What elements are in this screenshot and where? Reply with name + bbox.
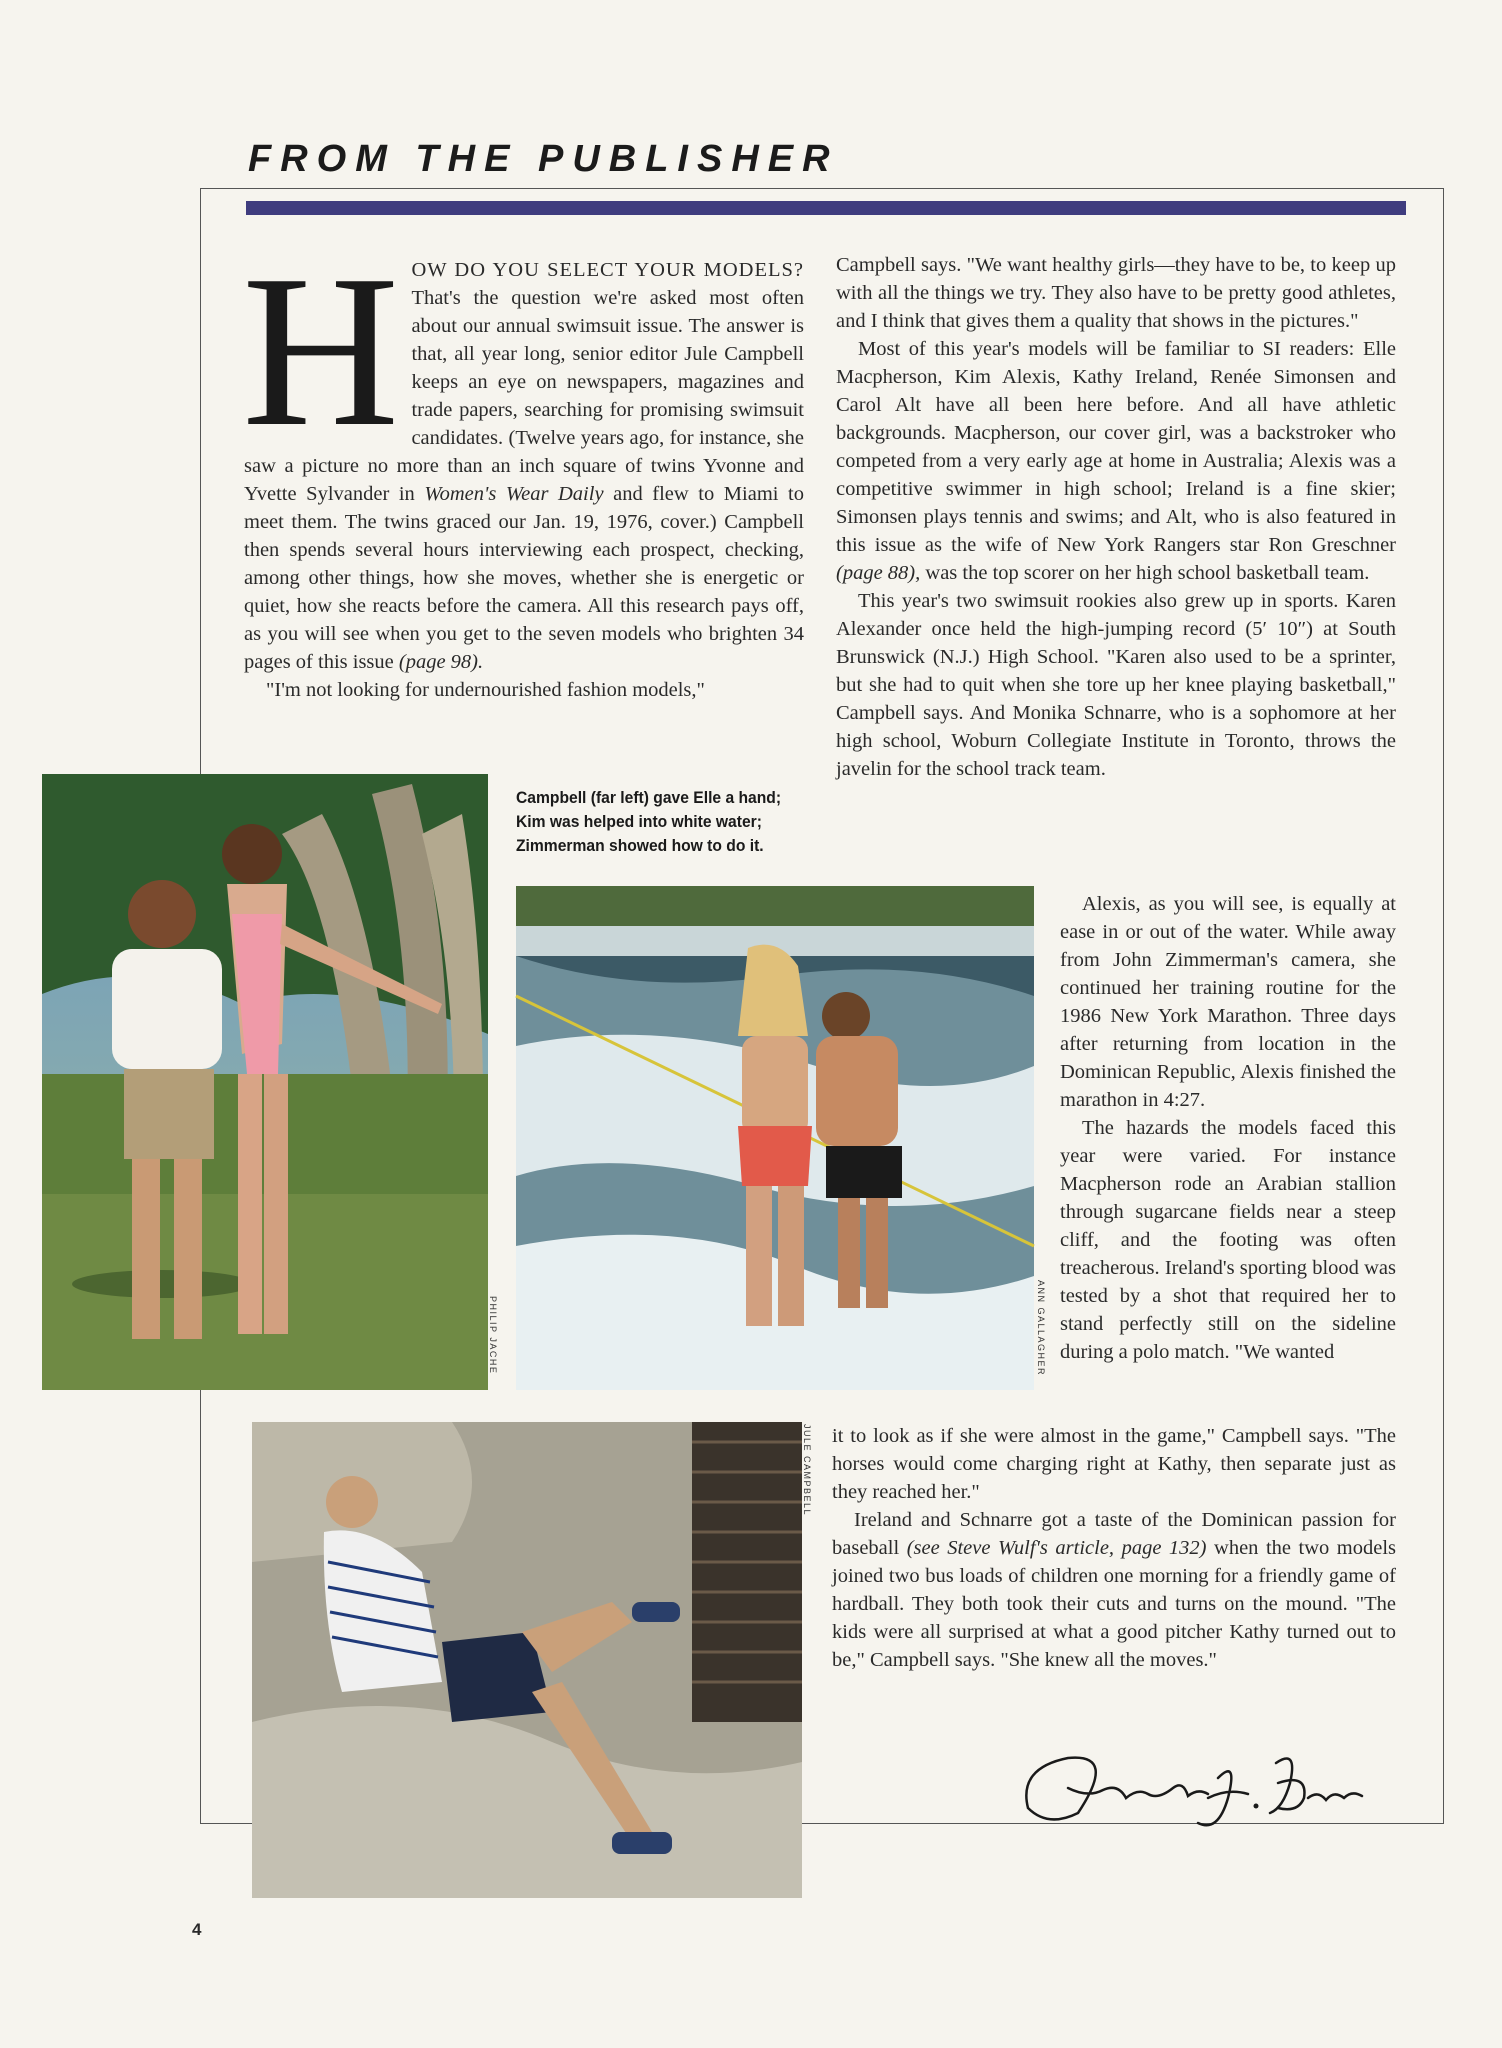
- right-column: [836, 251, 1396, 780]
- title-rule-bar: [246, 201, 1406, 215]
- narrow-column: [1060, 890, 1396, 1366]
- page-number: 4: [192, 1920, 202, 1939]
- signature-image: [1008, 1728, 1368, 1838]
- paragraph-continued: Campbell says. "We want healthy girls—they have to be, to keep up with all the things we try. They also have to be pretty good athletes, and I think that gives them a quality that shows in the pictures.": [836, 254, 1396, 332]
- drop-cap: H: [242, 231, 400, 472]
- lead-caps: OW DO YOU SELECT YOUR MODELS?: [411, 259, 804, 281]
- photo-credit-1: PHILIP JACHE: [488, 1296, 498, 1375]
- bottom-column: [832, 1422, 1396, 1674]
- paragraph-quote-start: "I'm not looking for undernourished fashion models,": [266, 679, 705, 701]
- photo-zimmerman: [252, 1422, 802, 1898]
- paragraph-alexis: Alexis, as you will see, is equally at ease in or out of the water. While away from John Zimmerman's camera, she continued her training routine for the 1986 New York Marathon. Three days after returning from location in the Dominican Republic, Alexis finished the marathon in 4:27.: [1060, 893, 1396, 1111]
- section-title: FROM THE PUBLISHER: [248, 138, 839, 180]
- paragraph-polo: it to look as if she were almost in the game," Campbell says. "The horses would come charging right at Kathy, then separate just as they reached her.": [832, 1425, 1396, 1503]
- photo-zimmerman-image: [252, 1422, 802, 1898]
- paragraph-models: Most of this year's models will be familiar to SI readers: Elle Macpherson, Kim Alexis, Kathy Ireland, Renée Simonsen and Carol Alt have all been here before. And all have athletic backgrounds. Macpherson, our cover girl, was a backstroker who competed from a very early age at home in Australia; Alexis was a competitive swimmer in high school; Ireland is a fine skier; Simonsen plays tennis and swims; and Alt, who is also featured in this issue as the wife of New York Rangers star Ron Greschner (page 88), was the top scorer on her high school basketball team.: [836, 338, 1396, 584]
- photo-campbell-and-elle-image: [42, 774, 488, 1390]
- photo-campbell-and-elle: [42, 774, 488, 1390]
- paragraph-rookies: This year's two swimsuit rookies also grew up in sports. Karen Alexander once held the high-jumping record (5′ 10″) at South Brunswick (N.J.) High School. "Karen also used to be a sprinter, but she had to quit when she tore up her knee playing basketball," Campbell says. And Monika Schnarre, who is a sophomore at her high school, Woburn Collegiate Institute in Toronto, throws the javelin for the school track team.: [836, 590, 1396, 780]
- paragraph-baseball: Ireland and Schnarre got a taste of the Dominican passion for baseball (see Steve Wulf's article, page 132) when the two models joined two bus loads of children one morning for a friendly game of hardball. They both took their cuts and turns on the mound. "The kids were all surprised at what a good pitcher Kathy turned out to be," Campbell says. "She knew all the moves.": [832, 1509, 1396, 1671]
- paragraph-intro: HOW DO YOU SELECT YOUR MODELS? That's the question we're asked most often about our annual swimsuit issue. The answer is that, all year long, senior editor Jule Campbell keeps an eye on newspapers, magazines and trade papers, searching for promising swimsuit candidates. (Twelve years ago, for instance, she saw a picture no more than an inch square of twins Yvonne and Yvette Sylvander in Women's Wear Daily and flew to Miami to meet them. The twins graced our Jan. 19, 1976, cover.) Campbell then spends several hours interviewing each prospect, checking, among other things, how she moves, whether she is energetic or quiet, how she reacts before the camera. All this research pays off, as you will see when you get to the seven models who brighten 34 pages of this issue (page 98).: [242, 231, 804, 673]
- left-column: [242, 231, 804, 704]
- photo-credit-2: ANN GALLAGHER: [1036, 1280, 1046, 1377]
- photo-white-water: [516, 886, 1034, 1390]
- photo-caption: Campbell (far left) gave Elle a hand; Kim was helped into white water; Zimmerman showed how to do it.: [516, 788, 782, 855]
- paragraph-hazards: The hazards the models faced this year were varied. For instance Macpherson rode an Arabian stallion through sugarcane fields near a steep cliff, and the footing was often treacherous. Ireland's sporting blood was tested by a shot that required her to stand perfectly still on the sideline during a polo match. "We wanted: [1060, 1117, 1396, 1363]
- photo-white-water-image: [516, 886, 1034, 1390]
- signature: [1008, 1728, 1368, 1838]
- photo-credit-3: JULE CAMPBELL: [802, 1424, 812, 1517]
